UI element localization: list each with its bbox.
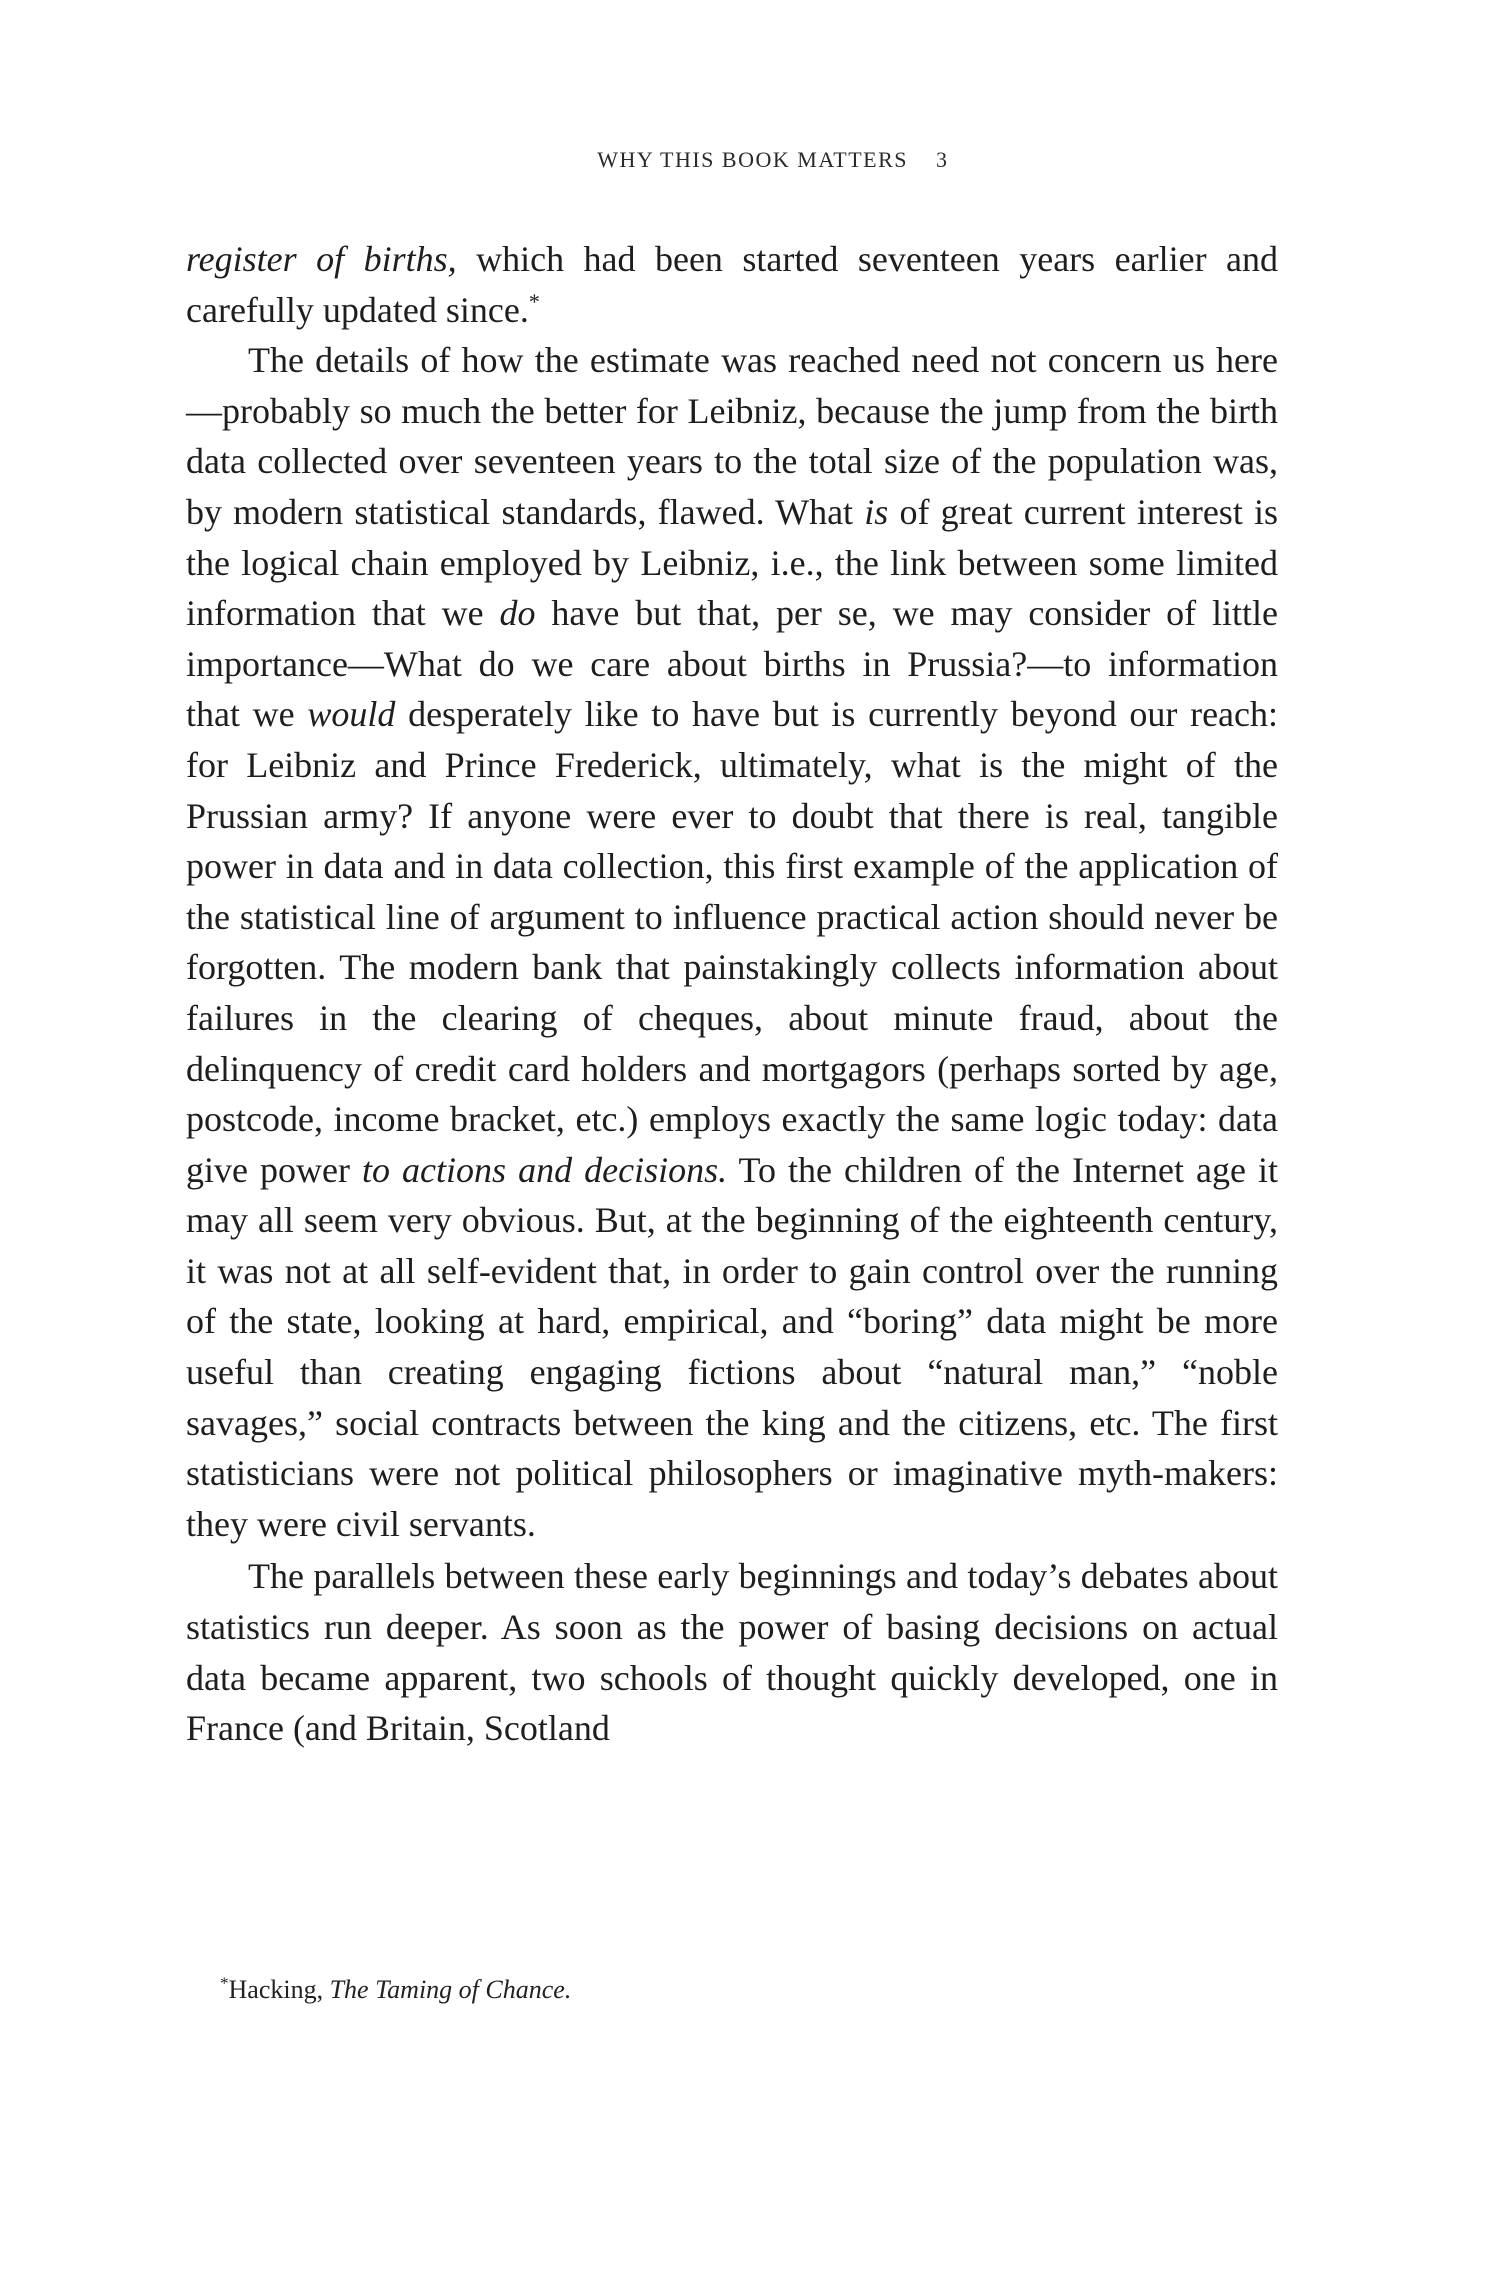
paragraph-3 [186, 1551, 1278, 1753]
paragraph-1 [186, 234, 1278, 335]
text-segment: is [864, 491, 889, 532]
paragraph-2 [186, 335, 1278, 1549]
footnote-marker: * [220, 1973, 229, 1993]
text-segment: have but that, per se, we may consider of little importance—What do we care about births in Prussia?—to information that we [186, 593, 1278, 735]
text-segment: The details of how the estimate was reached need not concern us here—probably so much the better for Leibniz, because the jump from the birth data collected over seventeen years to the total size of the population was, by modern statistical standards, flawed. What [186, 340, 1278, 532]
footnote-marker: * [528, 288, 540, 314]
page-number: 3 [936, 147, 949, 172]
text-segment: register of births, [186, 239, 457, 279]
text-segment: to actions and decisions. [362, 1149, 728, 1190]
footnote [220, 1975, 571, 2005]
text-segment: The parallels between these early beginnings and today’s debates about statistics run deeper. As soon as the power of basing decisions on actual data became apparent, two schools of thought quickly developed, one in France (and Britain, Scotland [186, 1556, 1278, 1749]
text-segment: which had been started seventeen years earlier and carefully updated since. [186, 239, 1278, 330]
body-text [186, 234, 1278, 1754]
footnote-author: Hacking, [228, 1975, 330, 2004]
text-segment: desperately like to have but is currently beyond our reach: for Leibniz and Prince Frederick, ultimately, what is the might of the Prussian army? If anyone were ever to doubt that there is real, tangible power in data and in data collection, this first example of the application of the statistical line of argument to influence practical action should never be forgotten. The modern bank that painstakingly collects information about failures in the clearing of cheques, about minute fraud, about the delinquency of credit card holders and mortgagors (perhaps sorted by age, postcode, income bracket, etc.) employs exactly the same logic today: data give power [186, 694, 1279, 1190]
text-segment: To the children of the Internet age it may all seem very obvious. But, at the beginning of the eighteenth century, it was not at all self-evident that, in order to gain control over the running of the state, looking at hard, empirical, and “boring” data might be more useful than creating engaging fictions about “natural man,” “noble savages,” social contracts between the king and the citizens, etc. The first statisticians were not political philosophers or imaginative myth-makers: they were civil servants. [186, 1149, 1278, 1544]
text-segment: of great current interest is the logical chain employed by Leibniz, i.e., the link between some limited information that we [186, 491, 1279, 634]
text-segment: do [499, 593, 536, 634]
running-head-title: WHY THIS BOOK MATTERS [597, 147, 908, 172]
text-segment: would [307, 694, 396, 735]
footnote-title: The Taming of Chance. [329, 1975, 572, 2004]
